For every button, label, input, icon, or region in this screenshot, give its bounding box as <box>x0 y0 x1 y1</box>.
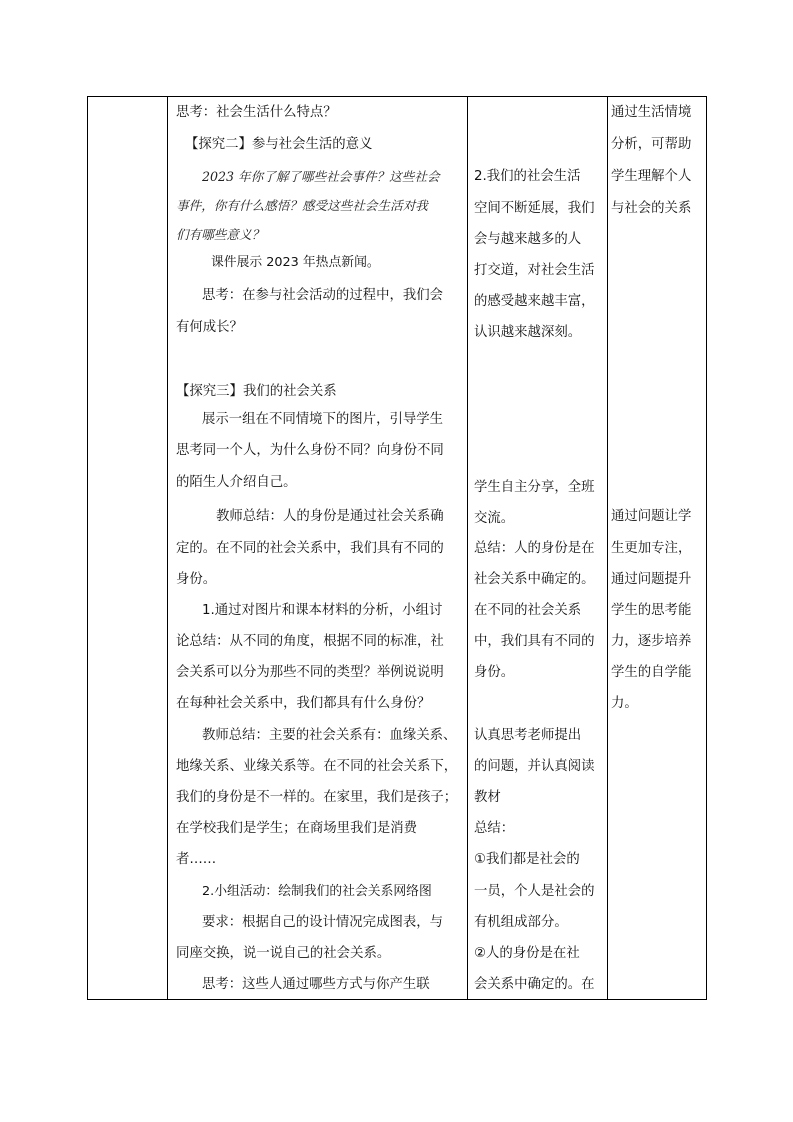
paragraph-line: 1.通过对图片和课本材料的分析，小组讨 <box>202 603 443 618</box>
teacher-summary-line: 我们的身份是不一样的。在家里，我们是孩子； <box>176 790 458 805</box>
summary-line: 身份。 <box>474 665 515 680</box>
paragraph-line: 在每种社会关系中，我们都具有什么身份？ <box>176 696 431 711</box>
point-line: 的感受越来越丰富， <box>474 294 595 309</box>
summary-point: 有机组成部分。 <box>474 915 568 930</box>
think-question: 思考：这些人通过哪些方式与你产生联 <box>202 977 430 992</box>
intent-line: 通过生活情境 <box>611 105 692 120</box>
intent-line: 力，逐步培养 <box>611 634 692 649</box>
point-line: 认识越来越深刻。 <box>474 325 582 340</box>
intent-line: 通过问题让学 <box>611 509 692 524</box>
summary-line: 在不同的社会关系 <box>474 603 582 618</box>
question-line: 们有哪些意义？ <box>176 227 265 242</box>
section-cell <box>88 97 167 999</box>
explore-two-title: 【探究二】参与社会生活的意义 <box>185 137 373 152</box>
summary-line: 中，我们具有不同的 <box>474 634 595 649</box>
intent-line: 与社会的关系 <box>611 201 692 216</box>
intent-line: 生更加专注， <box>611 541 692 556</box>
requirement-line: 同座交换，说一说自己的社会关系。 <box>176 946 391 961</box>
think-question: 思考：在参与社会活动的过程中，我们会 <box>202 288 444 303</box>
summary-point: 会关系中确定的。在 <box>474 977 595 992</box>
teacher-summary-line: 地缘关系、业缘关系等。在不同的社会关系下， <box>176 759 458 774</box>
paragraph-line: 展示一组在不同情境下的图片，引导学生 <box>202 412 444 427</box>
intent-line: 学生理解个人 <box>611 169 692 184</box>
column-divider <box>607 97 608 999</box>
column-divider <box>467 97 468 999</box>
point-line: 打交道，对社会生活 <box>474 263 595 278</box>
point-line: 空间不断延展，我们 <box>474 201 595 216</box>
teaching-activities-cell <box>169 97 466 999</box>
question-line: 事件，你有什么感悟？感受这些社会生活对我 <box>176 198 428 213</box>
think-question: 思考：社会生活什么特点？ <box>176 105 337 120</box>
intent-line: 学生的思考能 <box>611 603 692 618</box>
teacher-summary-line: 教师总结：主要的社会关系有：血缘关系、 <box>202 728 457 743</box>
teacher-summary-line: 在学校我们是学生；在商场里我们是消费 <box>176 821 418 836</box>
paragraph-line: 会关系可以分为那些不同的类型？举例说说明 <box>176 665 444 680</box>
group-activity: 2.小组活动：绘制我们的社会关系网络图 <box>202 884 432 899</box>
explore-three-title: 【探究三】我们的社会关系 <box>176 384 337 399</box>
think-read-line: 教材 <box>474 790 501 805</box>
share-line: 学生自主分享，全班 <box>474 480 595 495</box>
intent-line: 分析，可帮助 <box>611 137 692 152</box>
intent-line: 通过问题提升 <box>611 572 692 587</box>
summary-point: ①我们都是社会的 <box>474 852 580 867</box>
student-activities-cell <box>469 97 605 999</box>
think-question: 有何成长？ <box>176 320 243 335</box>
teacher-summary-line: 者…… <box>176 852 217 867</box>
paragraph-line: 思考同一个人，为什么身份不同？向身份不同 <box>176 443 444 458</box>
summary-line: 总结：人的身份是在 <box>474 541 595 556</box>
courseware-note: 课件展示 2023 年热点新闻。 <box>211 255 380 270</box>
summary-line: 社会关系中确定的。 <box>474 572 595 587</box>
teacher-summary-line: 教师总结：人的身份是通过社会关系确 <box>216 509 444 524</box>
point-line: 会与越来越多的人 <box>474 232 582 247</box>
teacher-summary-line: 身份。 <box>176 572 217 587</box>
design-intent-cell <box>609 97 706 999</box>
column-divider <box>167 97 168 999</box>
think-read-line: 的问题，并认真阅读 <box>474 759 595 774</box>
summary-point: ②人的身份是在社 <box>474 946 580 961</box>
point-line: 2.我们的社会生活 <box>474 169 581 184</box>
intent-line: 力。 <box>611 696 638 711</box>
summary-point: 一员，个人是社会的 <box>474 884 595 899</box>
teacher-summary-line: 定的。在不同的社会关系中，我们具有不同的 <box>176 541 444 556</box>
question-line: 2023 年你了解了哪些社会事件？这些社会 <box>202 169 440 184</box>
paragraph-line: 论总结：从不同的角度，根据不同的标准，社 <box>176 634 444 649</box>
summary-label: 总结： <box>474 821 515 836</box>
think-read-line: 认真思考老师提出 <box>474 728 582 743</box>
paragraph-line: 的陌生人介绍自己。 <box>176 475 297 490</box>
intent-line: 学生的自学能 <box>611 665 692 680</box>
share-line: 交流。 <box>474 511 515 526</box>
lesson-plan-table <box>87 96 707 1000</box>
requirement-line: 要求：根据自己的设计情况完成图表，与 <box>202 915 444 930</box>
